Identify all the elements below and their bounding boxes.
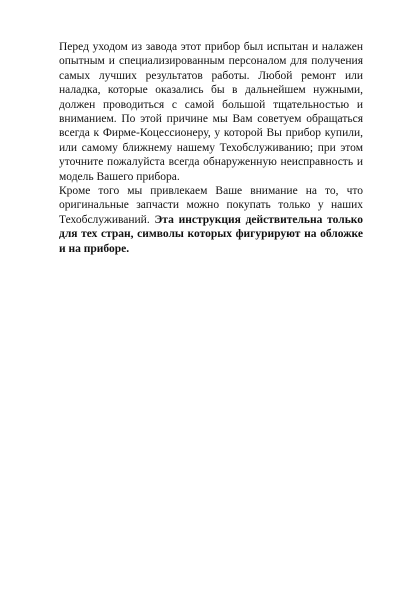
spare-parts-text: Кроме того мы привлекаем Ваше внимание на то, что оригинальные запчасти можно покупать только у наших Техобслуживаний.	[59, 185, 363, 226]
paragraph-service-notice: Перед уходом из завода этот прибор был испытан и налажен опытным и специализированным персоналом для получения самых лучших результатов работы. Любой ремонт или наладка, которые оказались бы в дальнейшем нужными, должен проводиться с самой большой тщательностью и вниманием. По этой причине мы Вам советуем обращаться всегда к Фирме-Коцессионеру, у которой Вы прибор купили, или самому ближнему нашему Техобслуживанию; при этом уточните пожалуйста всегда обнаруженную неисправность и модель Вашего прибора.	[59, 41, 363, 183]
instruction-text-block	[59, 40, 363, 256]
paragraph-spare-parts	[59, 184, 363, 256]
validity-notice-bold: Эта инструкция действительна только для тех стран, символы которых фигурируют на обложке и на приборе.	[59, 213, 364, 255]
